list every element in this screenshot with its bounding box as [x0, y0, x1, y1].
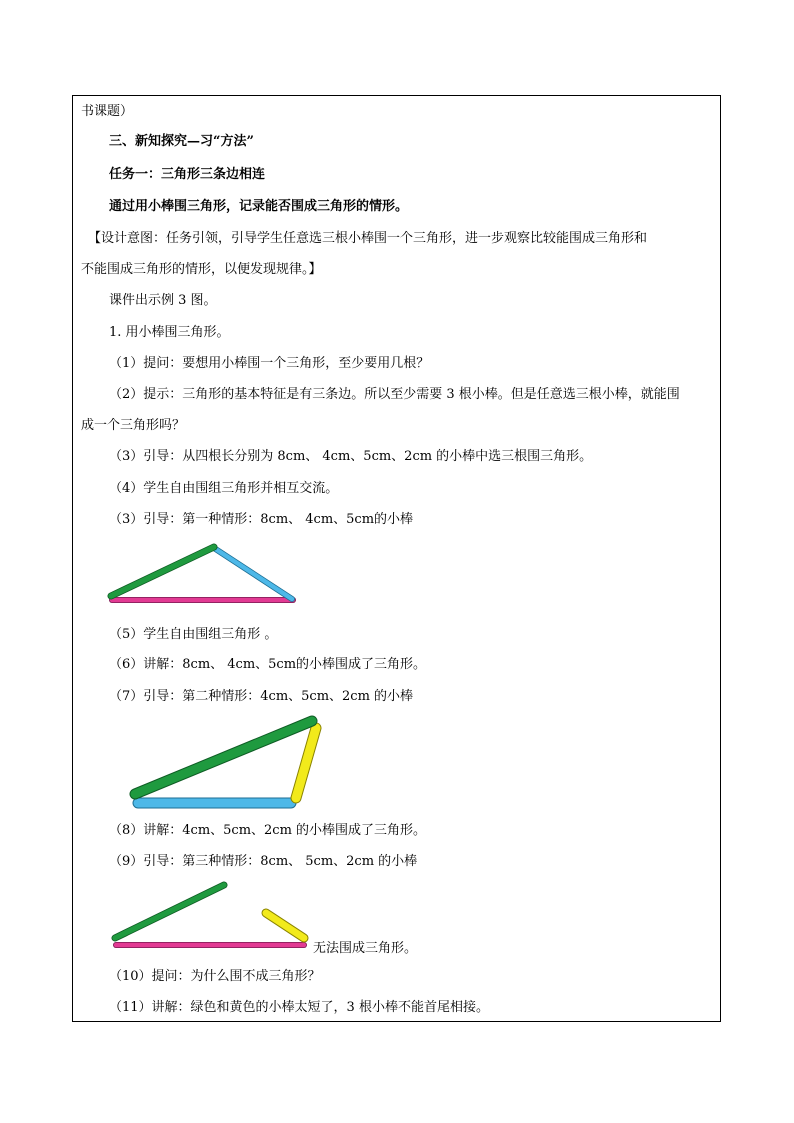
- text-line: 书课题）: [81, 104, 134, 119]
- text-line: （2）提示：三角形的基本特征是有三条边。所以至少需要 3 根小棒。但是任意选三根小棒，就能围: [109, 387, 680, 402]
- text-line: （5）学生自由围组三角形 。: [109, 627, 278, 642]
- text-line: （3）引导：第一种情形：8cm、 4cm、5cm的小棒: [109, 512, 414, 527]
- text-line: 成一个三角形吗？: [81, 418, 186, 433]
- text-line: （7）引导：第二种情形：4cm、5cm、2cm 的小棒: [109, 689, 414, 704]
- question-line: （10）提问：为什么围不成三角形？: [109, 969, 321, 984]
- figure-caption: 无法围成三角形。: [313, 941, 418, 956]
- non-triangle-figure: [108, 878, 312, 950]
- text-line: （3）引导：从四根长分别为 8cm、 4cm、5cm、2cm 的小棒中选三根围三角形。: [109, 449, 593, 464]
- text-line: （1）提问：要想用小棒围一个三角形，至少要用几根？: [109, 356, 430, 371]
- task-description: 通过用小棒围三角形，记录能否围成三角形的情形。: [109, 199, 409, 214]
- design-intent: 【设计意图：任务引领，引导学生任意选三根小棒围一个三角形，进一步观察比较能围成三角形和: [88, 231, 648, 246]
- explanation-line: （11）讲解：绿色和黄色的小棒太短了，3 根小棒不能首尾相接。: [109, 1000, 489, 1015]
- section-heading: 三、新知探究—习“方法”: [109, 134, 254, 149]
- triangle-figure-2: [126, 712, 328, 812]
- text-line: （8）讲解：4cm、5cm、2cm 的小棒围成了三角形。: [109, 823, 427, 838]
- text-line: （9）引导：第三种情形：8cm、 5cm、2cm 的小棒: [109, 854, 418, 869]
- text-line: （6）讲解：8cm、 4cm、5cm的小棒围成了三角形。: [109, 657, 427, 672]
- text-line: 1. 用小棒围三角形。: [109, 325, 230, 340]
- design-intent-cont: 不能围成三角形的情形，以便发现规律。】: [81, 262, 322, 277]
- text-line: 课件出示例 3 图。: [109, 293, 217, 308]
- text-line: （4）学生自由围组三角形并相互交流。: [109, 481, 339, 496]
- task-heading: 任务一：三角形三条边相连: [109, 167, 266, 182]
- triangle-figure-1: [104, 538, 304, 610]
